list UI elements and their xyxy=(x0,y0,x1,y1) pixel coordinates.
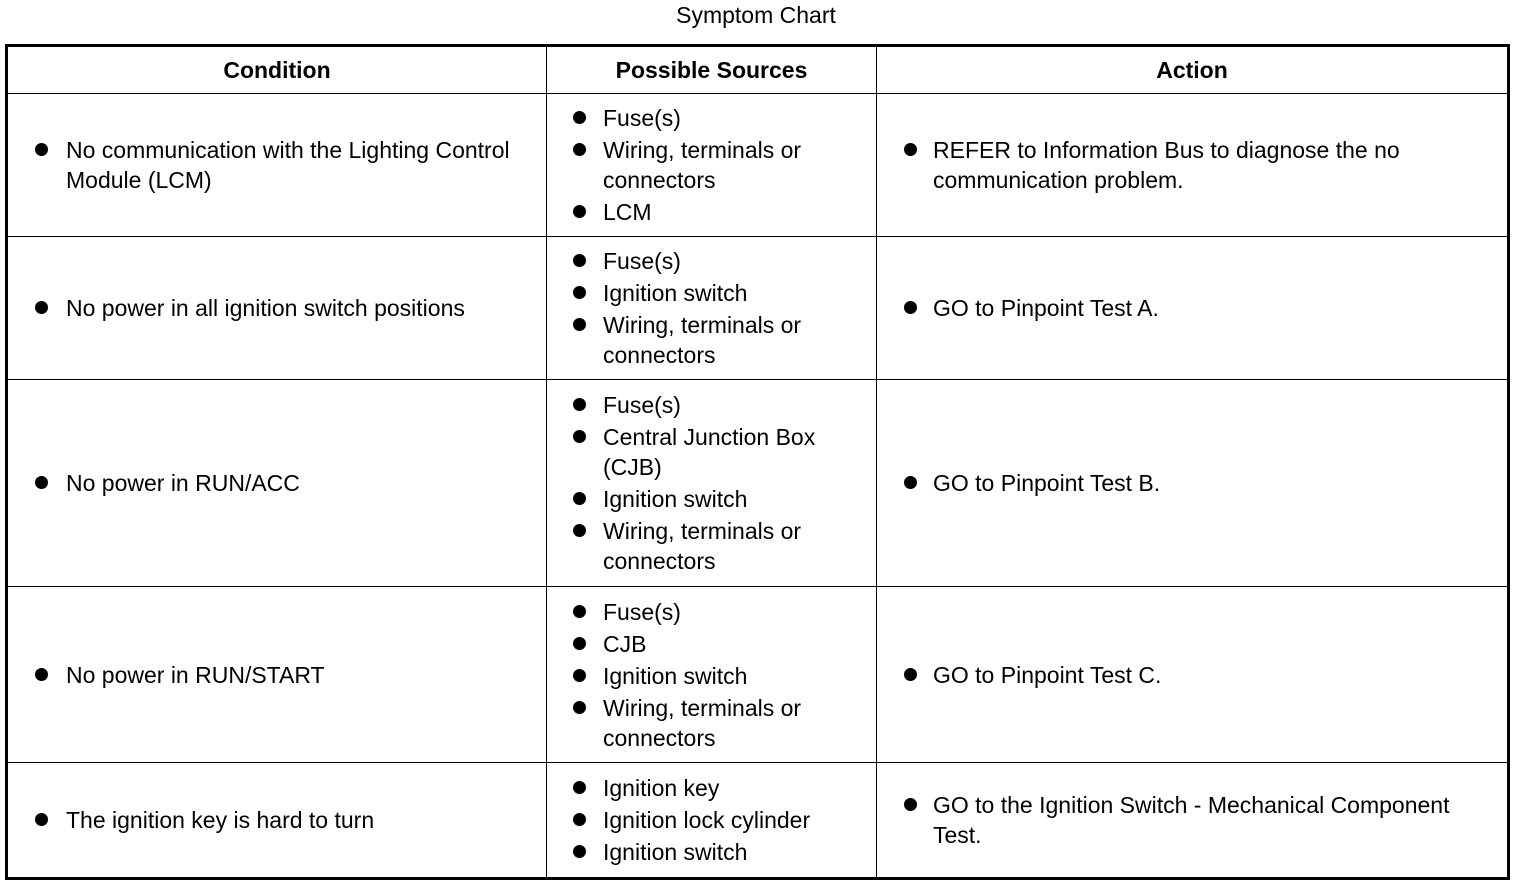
sources-cell xyxy=(547,763,877,879)
condition-item: No communication with the Lighting Control Module (LCM) xyxy=(8,135,546,195)
condition-item: No power in RUN/ACC xyxy=(8,468,546,498)
source-item: Fuse(s) xyxy=(547,597,876,627)
sources-cell xyxy=(547,94,877,237)
condition-cell xyxy=(7,763,547,879)
page-title: Symptom Chart xyxy=(676,2,836,28)
column-header-condition: Condition xyxy=(7,46,547,94)
source-item: Ignition switch xyxy=(547,278,876,308)
column-header-action: Action xyxy=(877,46,1509,94)
sources-cell xyxy=(547,587,877,763)
table-row xyxy=(7,380,1509,587)
action-cell xyxy=(877,587,1509,763)
sources-cell xyxy=(547,380,877,587)
source-item: Ignition switch xyxy=(547,837,876,867)
table-row xyxy=(7,587,1509,763)
action-item: GO to Pinpoint Test B. xyxy=(877,468,1507,498)
action-item: GO to Pinpoint Test A. xyxy=(877,293,1507,323)
condition-cell xyxy=(7,237,547,380)
source-item: Wiring, terminals or connectors xyxy=(547,135,876,195)
condition-cell xyxy=(7,587,547,763)
table-row xyxy=(7,237,1509,380)
source-item: Ignition switch xyxy=(547,661,876,691)
source-item: Fuse(s) xyxy=(547,246,876,276)
source-item: CJB xyxy=(547,629,876,659)
source-item: Wiring, terminals or connectors xyxy=(547,693,876,753)
source-item: Ignition lock cylinder xyxy=(547,805,876,835)
source-item: Wiring, terminals or connectors xyxy=(547,310,876,370)
condition-cell xyxy=(7,380,547,587)
action-item: GO to the Ignition Switch - Mechanical Component Test. xyxy=(877,790,1507,850)
table-row xyxy=(7,94,1509,237)
source-item: Wiring, terminals or connectors xyxy=(547,516,876,576)
source-item: Ignition switch xyxy=(547,484,876,514)
source-item: LCM xyxy=(547,197,876,227)
source-item: Central Junction Box (CJB) xyxy=(547,422,876,482)
condition-item: No power in RUN/START xyxy=(8,660,546,690)
condition-item: The ignition key is hard to turn xyxy=(8,805,546,835)
symptom-table xyxy=(5,44,1510,880)
column-header-possible-sources: Possible Sources xyxy=(547,46,877,94)
condition-item: No power in all ignition switch positions xyxy=(8,293,546,323)
table-row xyxy=(7,763,1509,879)
action-item: GO to Pinpoint Test C. xyxy=(877,660,1507,690)
sources-cell xyxy=(547,237,877,380)
action-cell xyxy=(877,380,1509,587)
condition-cell xyxy=(7,94,547,237)
action-cell xyxy=(877,94,1509,237)
header-row xyxy=(7,46,1509,94)
action-cell xyxy=(877,237,1509,380)
source-item: Ignition key xyxy=(547,773,876,803)
source-item: Fuse(s) xyxy=(547,103,876,133)
action-item: REFER to Information Bus to diagnose the no communication problem. xyxy=(877,135,1507,195)
source-item: Fuse(s) xyxy=(547,390,876,420)
action-cell xyxy=(877,763,1509,879)
